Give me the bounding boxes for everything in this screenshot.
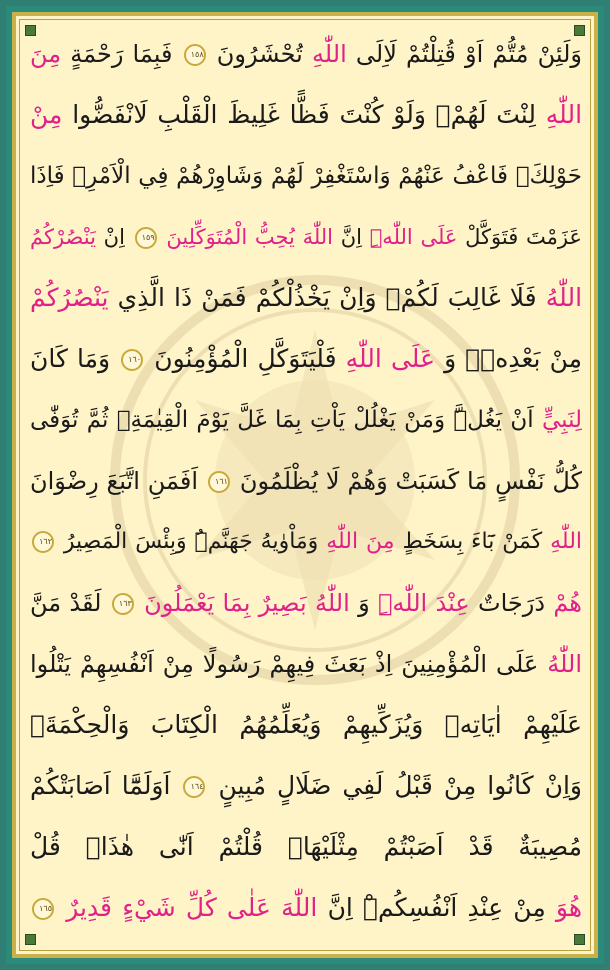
verse-text: اِنْ bbox=[103, 225, 125, 249]
highlighted-word: عَلَى اللّٰهِۜ bbox=[369, 225, 458, 249]
ayah-number-marker: ١٦٢ bbox=[32, 531, 54, 553]
verse-text: مِنْ عِنْدِ اَنْفُسِكُمْۜ اِنَّ bbox=[327, 893, 546, 922]
ayah-number-marker: ١٦٣ bbox=[112, 593, 134, 615]
quran-text-block bbox=[30, 24, 582, 944]
highlighted-word: مِنْ bbox=[30, 100, 63, 129]
ayah-number-marker: ١٦٤ bbox=[183, 776, 205, 798]
verse-text: فَلْيَتَوَكَّلِ الْمُؤْمِنُونَ bbox=[154, 344, 337, 373]
highlighted-word: اللّٰهُ بَصِيرٌ بِمَا يَعْمَلُونَ bbox=[144, 589, 350, 617]
text-line bbox=[30, 24, 582, 84]
text-line bbox=[30, 634, 582, 694]
verse-text: وَ bbox=[358, 589, 370, 617]
text-line bbox=[30, 878, 582, 938]
verse-text: حَوْلِكَۖ فَاعْفُ عَنْهُمْ وَاسْتَغْفِرْ لَهُمْ وَشَاوِرْهُمْ فِي الْاَمْرِۚ فَاِذَا bbox=[30, 163, 582, 189]
verse-text: تُحْشَرُونَ bbox=[216, 40, 303, 68]
highlighted-word: لِنَبِيٍّ bbox=[541, 407, 583, 433]
ayah-number-marker: ١٥٩ bbox=[135, 227, 157, 249]
verse-text: وَاِنْ كَانُوا مِنْ قَبْلُ لَفِي ضَلَالٍ مُبِينٍ bbox=[218, 771, 583, 800]
text-line bbox=[30, 695, 582, 755]
highlighted-word: اللّٰهُ bbox=[545, 283, 583, 312]
verse-text: وَمَاْوٰيهُ جَهَنَّمُۜ وَبِئْسَ الْمَصِيرُ bbox=[63, 529, 319, 554]
highlighted-word: اللّٰهَ يُحِبُّ الْمُتَوَكِّلِينَ bbox=[166, 225, 334, 249]
verse-text: عَزَمْتَ فَتَوَكَّلْ bbox=[465, 225, 582, 249]
ayah-number-marker: ١٦٥ bbox=[32, 898, 54, 920]
verse-text: كُلُّ نَفْسٍ مَا كَسَبَتْ وَهُمْ لَا يُظْلَمُونَ bbox=[239, 467, 582, 495]
text-line bbox=[30, 390, 582, 450]
text-line bbox=[30, 207, 582, 267]
text-line bbox=[30, 329, 582, 389]
ayah-number-marker: ١٦٠ bbox=[121, 349, 143, 371]
highlighted-word: يَنْصُرْكُمُ bbox=[30, 225, 96, 249]
verse-text: اَنْ يَغُلَّۜ وَمَنْ يَغْلُلْ يَاْتِ بِمَا غَلَّ يَوْمَ الْقِيٰمَةِۚ ثُمَّ تُوَفّٰى bbox=[30, 407, 534, 433]
verse-text: اِنَّ bbox=[340, 225, 362, 249]
highlighted-word: اللّٰهِ bbox=[550, 529, 583, 554]
text-line bbox=[30, 512, 582, 572]
highlighted-word: مِنَ bbox=[30, 40, 62, 68]
highlighted-word: هُوَ bbox=[555, 893, 583, 922]
highlighted-word: اللّٰهَ عَلٰى كُلِّ شَيْءٍ قَدِيرٌ bbox=[66, 893, 318, 922]
highlighted-word: هُمْ bbox=[553, 589, 582, 617]
text-line bbox=[30, 573, 582, 633]
highlighted-word: مِنَ اللّٰهِ bbox=[326, 529, 395, 554]
text-line bbox=[30, 756, 582, 816]
verse-text: فَلَا غَالِبَ لَكُمْۚ وَاِنْ يَخْذُلْكُمْ فَمَنْ ذَا الَّذِي bbox=[117, 283, 537, 312]
verse-text: عَلَى الْمُؤْمِنِينَ اِذْ بَعَثَ فِيهِمْ رَسُولًا مِنْ اَنْفُسِهِمْ يَتْلُوا bbox=[30, 650, 539, 678]
verse-text: اَفَمَنِ اتَّبَعَ رِضْوَانَ bbox=[30, 467, 199, 495]
verse-text: اَوَلَمَّٓا اَصَابَتْكُمْ bbox=[30, 771, 171, 800]
ayah-number-marker: ١٥٨ bbox=[184, 44, 206, 66]
highlighted-word: اللّٰهِ bbox=[311, 40, 347, 68]
verse-text: عَلَيْهِمْ اٰيَاتِهٖ وَيُزَكِّيهِمْ وَيُعَلِّمُهُمُ الْكِتَابَ وَالْحِكْمَةَۚ bbox=[30, 710, 582, 739]
verse-text: مُصِيبَةٌ قَدْ اَصَبْتُمْ مِثْلَيْهَاۙ قُلْتُمْ اَنّٰى هٰذَاۜ قُلْ bbox=[30, 832, 582, 861]
verse-text: لَقَدْ مَنَّ bbox=[30, 589, 102, 617]
text-line bbox=[30, 146, 582, 206]
verse-text: دَرَجَاتٌ bbox=[477, 589, 546, 617]
verse-text: مِنْ بَعْدِهٖۜ وَ bbox=[444, 344, 582, 373]
verse-text: لِنْتَ لَهُمْۚ وَلَوْ كُنْتَ فَظًّا غَلِيظَ الْقَلْبِ لَانْفَضُّوا bbox=[72, 100, 536, 129]
text-line bbox=[30, 85, 582, 145]
highlighted-word: اللّٰهِ bbox=[545, 100, 583, 129]
highlighted-word: عِنْدَ اللّٰهِۜ bbox=[378, 589, 470, 617]
verse-text: فَبِمَا رَحْمَةٍ bbox=[70, 40, 173, 68]
text-line bbox=[30, 451, 582, 511]
verse-text: كَمَنْ بَٓاءَ بِسَخَطٍ bbox=[402, 529, 543, 554]
highlighted-word: عَلَى اللّٰهِ bbox=[345, 344, 435, 373]
text-line bbox=[30, 817, 582, 877]
verse-text: وَلَئِنْ مُتُّمْ اَوْ قُتِلْتُمْ لَاِلَى bbox=[355, 40, 583, 68]
highlighted-word: اللّٰهُ bbox=[547, 650, 582, 678]
ayah-number-marker: ١٦١ bbox=[208, 471, 230, 493]
verse-text: وَمَا كَانَ bbox=[30, 344, 111, 373]
text-line bbox=[30, 268, 582, 328]
highlighted-word: يَنْصُرُكُمْ bbox=[30, 283, 109, 312]
